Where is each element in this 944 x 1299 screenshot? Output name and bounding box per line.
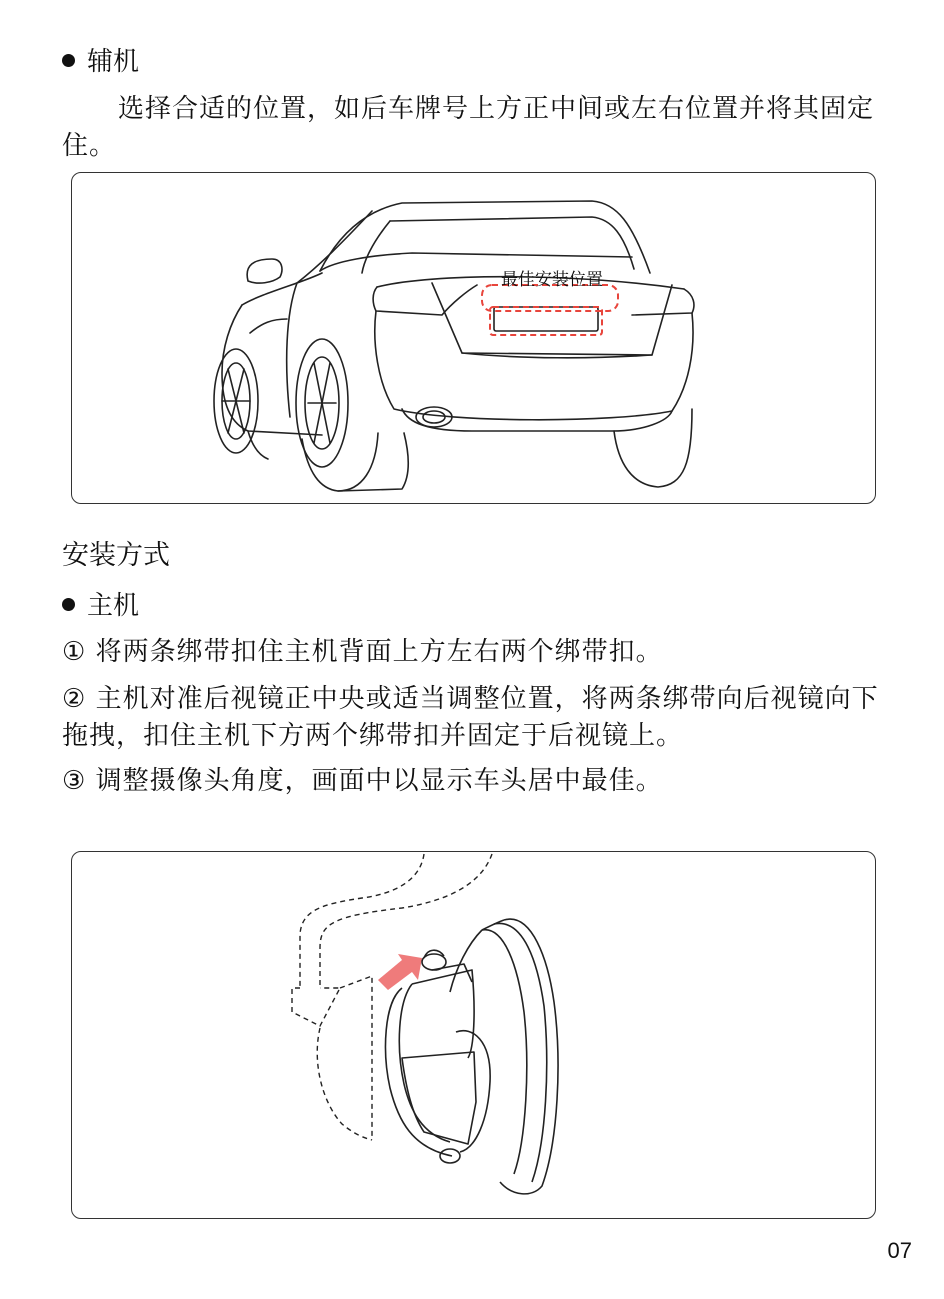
install-step-3 bbox=[62, 763, 882, 800]
main-unit-heading bbox=[62, 588, 139, 624]
car-rear-illustration bbox=[72, 173, 875, 503]
step-1-text: 将两条绑带扣住主机背面上方左右两个绑带扣。 bbox=[95, 637, 663, 667]
step-3-marker: ③ bbox=[62, 766, 87, 796]
aux-unit-heading bbox=[62, 44, 139, 80]
aux-unit-heading-text: 辅机 bbox=[87, 47, 140, 77]
mirror-illustration-box bbox=[71, 851, 876, 1219]
install-step-2 bbox=[62, 681, 882, 755]
step-1-marker: ① bbox=[62, 637, 87, 667]
car-illustration-box bbox=[71, 172, 876, 504]
page-number: 07 bbox=[887, 1238, 912, 1263]
mirror-mount-illustration bbox=[72, 852, 875, 1218]
bullet-icon bbox=[62, 54, 75, 67]
install-location-label: 最佳安装位置 bbox=[501, 270, 603, 290]
step-2-text: 主机对准后视镜正中央或适当调整位置，将两条绑带向后视镜向下拖拽，扣住主机下方两个绑带扣并固定于后视镜上。 bbox=[62, 684, 879, 751]
install-step-1 bbox=[62, 634, 882, 671]
step-3-text: 调整摄像头角度，画面中以显示车头居中最佳。 bbox=[95, 766, 663, 796]
aux-unit-description: 选择合适的位置，如后车牌号上方正中间或左右位置并将其固定住。 bbox=[62, 94, 875, 161]
bullet-icon bbox=[62, 598, 75, 611]
main-unit-heading-text: 主机 bbox=[87, 591, 140, 621]
install-section-title: 安装方式 bbox=[62, 540, 170, 571]
pull-direction-arrow-icon bbox=[378, 954, 422, 990]
step-2-marker: ② bbox=[62, 684, 87, 714]
